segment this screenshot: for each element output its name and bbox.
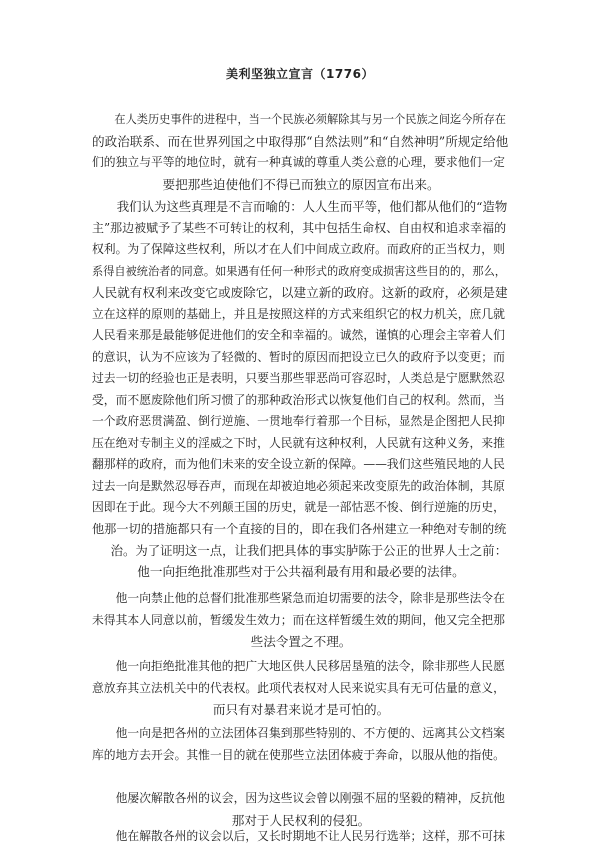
grievance-legislatures [92, 723, 510, 766]
text-line: 系得自被统治者的同意。如果遇有任何一种形式的政府变成损害这些目的的，那么， [92, 264, 506, 278]
text-line: 主”那边被赋予了某些不可转让的权利，其中包括生命权、自由权和追求幸福的 [92, 220, 507, 235]
grievance-dissolve [92, 788, 510, 831]
grievance-laws [92, 561, 510, 583]
text-line: 治。为了证明这一点，让我们把具体的事实胪陈于公正的世界人士之前： [110, 543, 508, 558]
document-title: 美利坚独立宣言（1776） [226, 67, 374, 81]
text-line: 他一向拒绝批准那些对于公共福利最有用和最必要的法律。 [137, 564, 465, 579]
text-line: 的政治联系、而在世界列国之中取得那“自然法则”和“自然神明”所规定给他 [92, 133, 509, 149]
text-line: 因即在于此。现今大不列颠王国的历史，就是一部怙恶不悛、倒行逆施的历史， [92, 500, 505, 514]
grievance-elections [92, 826, 510, 848]
paragraph-preamble [92, 109, 510, 195]
text-line: 他一向禁止他的总督们批准那些紧急而迫切需要的法令，除非是那些法令在 [115, 591, 505, 605]
text-line: 翻那样的政府，而为他们未来的安全设立新的保障。——我们这些殖民地的人民 [92, 457, 505, 471]
text-line: 权利。为了保障这些权利，所以才在人们中间成立政府。而政府的正当权力，则 [92, 242, 505, 256]
text-line: 那对于人民权利的侵犯。 [231, 812, 371, 828]
text-line: 些法令置之不理。 [250, 634, 352, 649]
text-line: 压在绝对专制主义的淫威之下时，人民就有这种权利，人民就有这种义务，来推 [92, 435, 505, 450]
text-line: 我们认为这些真理是不言而喻的：人人生而平等，他们都从他们的“造物 [116, 199, 508, 214]
grievance-governors [92, 588, 510, 653]
text-line: 受，而不愿废除他们所习惯了的那种政治形式以恢复他们自己的权利。然而，当 [92, 392, 505, 407]
text-line: 人民看来那是最能够促进他们的安全和幸福的。诚然，谨慎的心理会主宰着人们 [92, 328, 505, 342]
text-line: 他一向拒绝批准其他的把广大地区供人民移居垦殖的法令，除非那些人民愿 [115, 659, 505, 673]
text-line: 他在解散各州的议会以后，又长时期地不让人民另行选举；这样，那不可抹 [115, 829, 505, 843]
text-line: 库的地方去开会。其惟一目的就在使那些立法团体疲于奔命，以服从他的指使。 [92, 747, 505, 762]
text-line: 过去一切的经验也正是表明，只要当那些罪恶尚可容忍时，人类总是宁愿默然忍 [92, 371, 505, 385]
text-line: 在人类历史事件的进程中，当一个民族必须解除其与另一个民族之间迄今所存在 [114, 113, 506, 126]
text-line: 要把那些迫使他们不得已而独立的原因宣布出来。 [162, 176, 440, 192]
paragraph-truths [92, 196, 510, 562]
text-line: 未得其本人同意以前，暂缓发生效力；而在这样暂缓生效的期间，他又完全把那 [92, 612, 505, 627]
text-line: 他屡次解散各州的议会，因为这些议会曾以刚强不屈的坚毅的精神，反抗他 [115, 791, 505, 805]
text-line: 意放弃其立法机关中的代表权。此项代表权对人民来说实具有无可估量的意义， [92, 680, 505, 695]
text-line: 过去一向是默然忍辱吞声，而现在却被迫地必须起来改变原先的政治体制，其原 [92, 478, 505, 493]
text-line: 他一向是把各州的立法团体召集到那些特别的、不方便的、远离其公文档案 [115, 726, 505, 740]
text-line: 立在这样的原则的基础上，并且是按照这样的方式来组织它的权力机关，庶几就 [92, 306, 505, 321]
text-line: 人民就有权利来改变它或废除它，以建立新的政府。这新的政府，必须是建 [92, 285, 508, 300]
text-line: 他那一切的措施都只有一个直接的目的，即在我们各州建立一种绝对专制的统 [92, 521, 507, 536]
text-line: 一个政府恶贯满盈、倒行逆施、一贯地奉行着那一个目标，显然是企图把人民抑 [92, 414, 505, 428]
text-line: 的意识，认为不应该为了轻微的、暂时的原因而把设立已久的政府予以变更；而 [92, 349, 505, 364]
text-line: 而只有对暴君来说才是可怕的。 [212, 702, 390, 717]
text-line: 们的独立与平等的地位时，就有一种真诚的尊重人类公意的心理，要求他们一定 [92, 155, 505, 169]
grievance-representation [92, 656, 510, 721]
